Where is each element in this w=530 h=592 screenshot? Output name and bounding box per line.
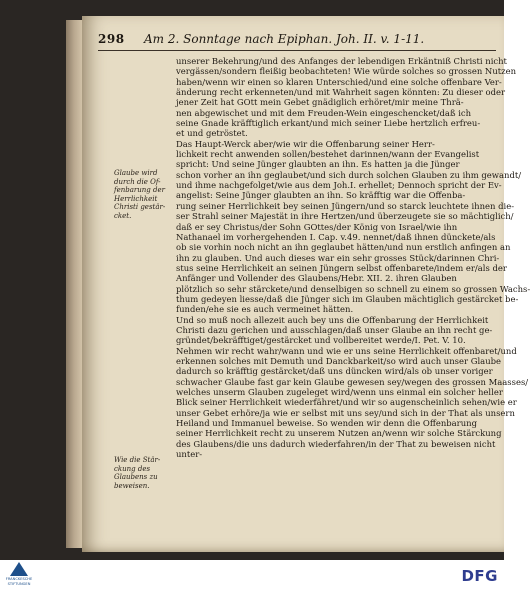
text-line: schon vorher an ihn geglaubet/und sich durch solchen Glauben zu ihm gewandt/ <box>176 169 522 180</box>
marginal-line: Glaube wird <box>114 169 158 177</box>
text-line: ihn zu glauben. Und auch dieses war ein sehr grosses Stück/darinnen Chri- <box>176 252 500 263</box>
text-line: und ihme nachgefolget/wie aus dem Joh.I. erhellet; Dennoch spricht der Ev- <box>176 180 502 191</box>
text-line: jener Zeit hat GOtt mein Gebet gnädiglich erhöret/mir meine Thrä- <box>176 97 464 108</box>
text-line: lichkeit recht anwenden sollen/bestehet darinnen/wann der Evangelist <box>176 149 480 160</box>
marginal-line: Christi gestär- <box>114 203 166 212</box>
text-line: Christi dazu gerichen und ausschlagen/daß unser Glaube an ihn recht ge- <box>176 324 493 335</box>
text-line: Heiland und Immanuel beweise. So wenden wir denn die Offenbarung <box>176 418 477 429</box>
viewer-footer <box>0 560 504 592</box>
text-line: stus seine Herrlichkeit an seinen Jüngern selbst offenbarete/indem er/als der <box>176 262 507 273</box>
text-line: des Glaubens/die uns dadurch wiederfahren/in der That zu beweisen nicht <box>176 438 496 449</box>
text-line: thum gedeyen liesse/daß die Jünger sich im Glauben mächtiglich gestärcket be- <box>176 293 519 304</box>
library-logo-line: FRANCKESCHE <box>5 577 33 581</box>
marginal-line: Glaubens zu <box>114 473 158 482</box>
text-line: Und so muß noch allezeit auch bey uns die Offenbarung der Herrlichkeit <box>176 314 489 325</box>
text-line: dadurch so kräfftig gestärcket/daß uns düncken wird/als ob unser voriger <box>176 366 493 377</box>
marginal-line: durch die Of- <box>114 177 161 186</box>
marginal-line: fenbarung der <box>114 186 165 195</box>
marginal-line: Wie die Stär- <box>114 456 161 464</box>
page-header <box>98 28 496 51</box>
marginal-line: ckung des <box>114 464 151 473</box>
text-line: vergässen/sondern fleißig beobachteten! Wie würde solches so grossen Nutzen <box>176 66 517 77</box>
marginal-note-faith-strengthened <box>114 169 174 221</box>
text-line: funden/ehe sie es auch vermeinet hätten. <box>176 304 354 315</box>
text-line: ob sie vorhin noch nicht an ihn geglaubet hätten/und nun erstlich anfingen an <box>176 242 511 253</box>
text-line: daß er sey Christus/der Sohn GOttes/der König von Israel/wie ihn <box>176 221 458 232</box>
text-line: Blick seiner Herrlichkeit wiederfähret/und wir so augenscheinlich sehen/wie er <box>176 397 517 408</box>
page-number: 298 <box>98 32 125 46</box>
library-logo-mark-icon <box>10 562 28 576</box>
text-line: spricht: Und seine Jünger glaubten an ihn. Es hatten ja die Jünger <box>176 159 460 170</box>
text-line: erkennen solches mit Demuth und Danckbarkeit/so wird auch unser Glaube <box>176 355 502 366</box>
text-line: seiner Herrlichkeit recht zu unserem Nutzen an/wenn wir solche Stärckung <box>176 428 502 439</box>
book-page <box>82 16 530 552</box>
text-line: unter- <box>176 449 203 460</box>
running-title: Am 2. Sonntage nach Epiphan. Joh. II. v. 1-11. <box>144 32 425 46</box>
body-text <box>176 56 530 460</box>
text-line: Das Haupt-Werck aber/wie wir die Offenbarung seiner Herr- <box>176 138 435 149</box>
text-line: plötzlich so sehr stärckete/und denselbigen so schnell zu einem so grossen Wachs- <box>176 283 530 294</box>
text-line: ser Strahl seiner Majestät in ihre Hertzen/und überzeugete sie so mächtiglich/ <box>176 211 514 222</box>
marginal-line: beweisen. <box>114 481 150 490</box>
library-logo-line: STIFTUNGEN <box>7 582 31 586</box>
text-line: nen abgewischet und mit dem Freuden-Wein eingeschencket/daß ich <box>176 107 472 118</box>
franckesche-stiftungen-logo[interactable] <box>4 562 34 590</box>
text-line: et und getröstet. <box>176 128 248 139</box>
text-line: Nathanael im vorhergehenden I. Cap. v.49. nennet/daß ihnen dünckete/als <box>176 231 496 242</box>
text-line: Anfänger und Vollender des Glaubens/Hebr. XII. 2. ihren Glauben <box>176 273 457 284</box>
text-line: rung seiner Herrlichkeit bey seinen Jüngern/und so starck leuchtete ihnen die- <box>176 200 515 211</box>
text-line: unser Gebet erhöre/ja wie er selbst mit uns sey/und sich in der That als unsern <box>176 407 515 418</box>
text-line: Nehmen wir recht wahr/wann und wie er uns seine Herrlichkeit offenbaret/und <box>176 345 517 356</box>
marginal-note-proving-faith <box>114 456 174 490</box>
text-line: unserer Bekehrung/und des Anfanges der lebendigen Erkäntniß Christi nicht <box>176 56 507 66</box>
marginal-line: Herrlichkeit <box>114 194 158 203</box>
text-line: gründet/bekräfftiget/gestärcket und vollbereitet werde/I. Pet. V. 10. <box>176 335 466 346</box>
text-line: welches unserm Glauben zugeleget wird/wenn uns einmal ein solcher heller <box>176 387 503 397</box>
text-line: seine Gnade kräfftiglich erkant/und mich seiner Liebe hertzlich erfreu- <box>176 118 481 129</box>
marginal-line: cket. <box>114 211 132 220</box>
text-line: änderung recht erkenneten/und mit Wahrheit sagen könnten: Zu dieser oder <box>176 87 506 98</box>
text-line: schwacher Glaube fast gar kein Glaube gewesen sey/wegen des grossen Maasses/ <box>176 376 529 387</box>
dfg-logo[interactable]: DFG <box>461 567 498 585</box>
text-line: haben/wenn wir einen so klaren Unterschied/und eine solche offenbare Ver- <box>176 76 502 87</box>
text-line: angelist: Seine Jünger glaubten an ihn. So kräfftig war die Offenba- <box>176 190 466 201</box>
